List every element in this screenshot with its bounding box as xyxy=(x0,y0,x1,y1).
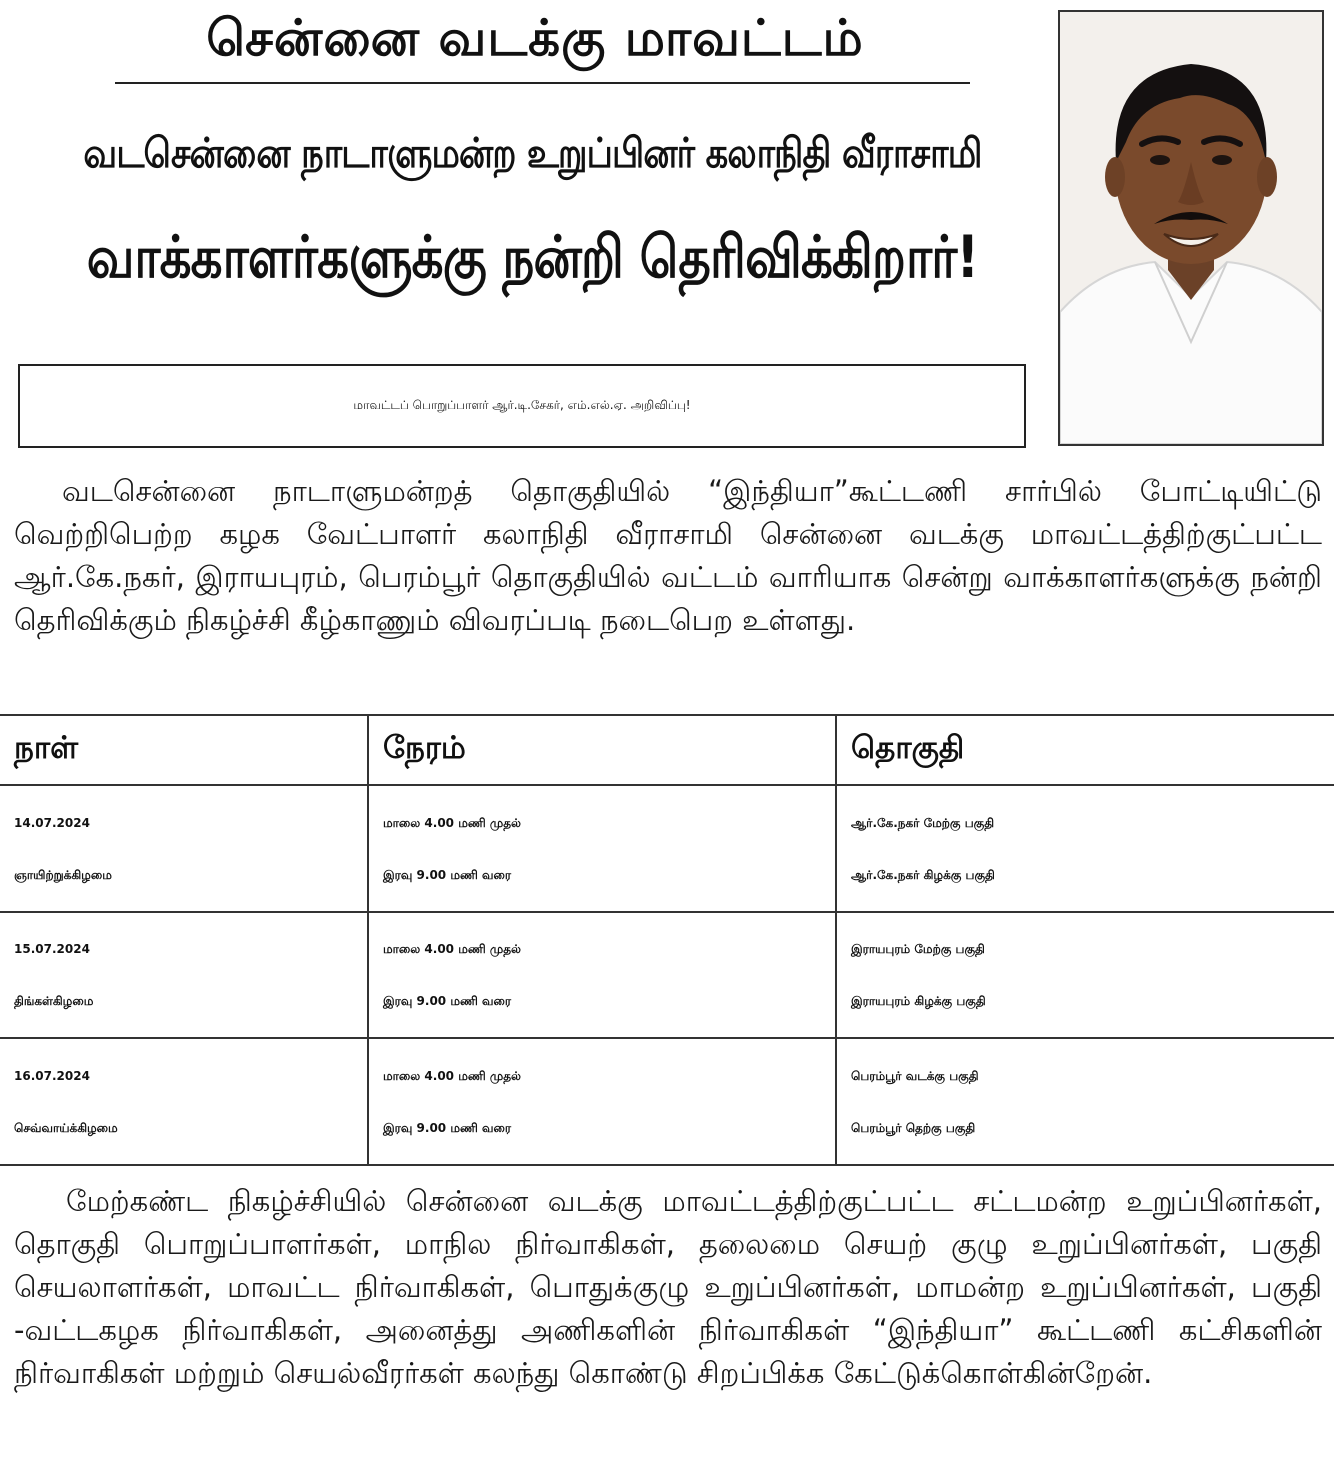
time-from: மாலை 4.00 மணி முதல் xyxy=(383,1068,521,1083)
date-value: 15.07.2024 xyxy=(14,942,90,957)
area-second: பெரம்பூர் தெற்கு பகுதி xyxy=(851,1120,976,1135)
time-cell xyxy=(368,785,836,912)
table-header-row xyxy=(0,715,1334,785)
area-cell xyxy=(836,912,1334,1039)
time-to: இரவு 9.00 மணி வரை xyxy=(383,1120,512,1135)
area-cell xyxy=(836,1038,1334,1165)
area-second: இராயபுரம் கிழக்கு பகுதி xyxy=(851,994,986,1009)
day-value: செவ்வாய்க்கிழமை xyxy=(14,1120,118,1135)
header-time: நேரம் xyxy=(368,715,836,785)
time-from: மாலை 4.00 மணி முதல் xyxy=(383,815,521,830)
date-value: 16.07.2024 xyxy=(14,1068,90,1083)
table-row xyxy=(0,1038,1334,1165)
time-cell xyxy=(368,1038,836,1165)
intro-paragraph: வடசென்னை நாடாளுமன்றத் தொகுதியில் “இந்தியா”கூட்டணி சார்பில் போட்டியிட்டு வெற்றிபெற்ற கழக வேட்பாளர் கலாநிதி வீராசாமி சென்னை வடக்கு மாவட்டத்திற்குட்பட்ட ஆர்.கே.நகர், இராயபுரம், பெரம்பூர் தொகுதியில் வட்டம் வாரியாக சென்று வாக்காளர்களுக்கு நன்றி தெரிவிக்கும் நிகழ்ச்சி கீழ்காணும் விவரப்படி நடைபெற உள்ளது. xyxy=(14,474,1322,637)
headline-line-2: வாக்காளர்களுக்கு நன்றி தெரிவிக்கிறார்! xyxy=(86,223,979,291)
district-title: சென்னை வடக்கு மாவட்டம் xyxy=(206,8,864,67)
table-row xyxy=(0,785,1334,912)
closing-paragraph: மேற்கண்ட நிகழ்ச்சியில் சென்னை வடக்கு மாவட்டத்திற்குட்பட்ட சட்டமன்ற உறுப்பினர்கள், தொகுதி பொறுப்பாளர்கள், மாநில நிர்வாகிகள், தலைமை செயற் குழு உறுப்பினர்கள், பகுதி செயலாளர்கள், மாவட்ட நிர்வாகிகள், பொதுக்குழு உறுப்பினர்கள், மாமன்ற உறுப்பினர்கள், பகுதி -வட்டகழக நிர்வாகிகள், அனைத்து அணிகளின் நிர்வாகிகள் “இந்தியா” கூட்டணி கட்சிகளின் நிர்வாகிகள் மற்றும் செயல்வீரர்கள் கலந்து கொண்டு சிறப்பிக்க கேட்டுக்கொள்கின்றேன். xyxy=(14,1184,1322,1390)
area-cell xyxy=(836,785,1334,912)
portrait-photo xyxy=(1058,10,1324,446)
date-cell xyxy=(0,912,368,1039)
time-from: மாலை 4.00 மணி முதல் xyxy=(383,942,521,957)
date-cell xyxy=(0,1038,368,1165)
announcement-box xyxy=(18,364,1026,448)
area-first: இராயபுரம் மேற்கு பகுதி xyxy=(851,942,985,957)
time-to: இரவு 9.00 மணி வரை xyxy=(383,994,512,1009)
announcement-text: மாவட்டப் பொறுப்பாளர் ஆர்.டி.சேகர், எம்.எல்.ஏ. அறிவிப்பு! xyxy=(353,398,691,412)
area-first: ஆர்.கே.நகர் மேற்கு பகுதி xyxy=(851,815,995,830)
portrait-illustration xyxy=(1060,12,1322,444)
time-to: இரவு 9.00 மணி வரை xyxy=(383,867,512,882)
schedule-table xyxy=(0,714,1334,1166)
day-value: திங்கள்கிழமை xyxy=(14,994,94,1009)
title-divider xyxy=(115,82,970,84)
header-date: நாள் xyxy=(0,715,368,785)
date-cell xyxy=(0,785,368,912)
table-row xyxy=(0,912,1334,1039)
area-second: ஆர்.கே.நகர் கிழக்கு பகுதி xyxy=(851,867,995,882)
area-first: பெரம்பூர் வடக்கு பகுதி xyxy=(851,1068,979,1083)
time-cell xyxy=(368,912,836,1039)
header-constituency: தொகுதி xyxy=(836,715,1334,785)
date-value: 14.07.2024 xyxy=(14,815,90,830)
headline-line-1: வடசென்னை நாடாளுமன்ற உறுப்பினர் கலாநிதி வீராசாமி xyxy=(83,129,982,177)
day-value: ஞாயிற்றுக்கிழமை xyxy=(14,867,112,882)
